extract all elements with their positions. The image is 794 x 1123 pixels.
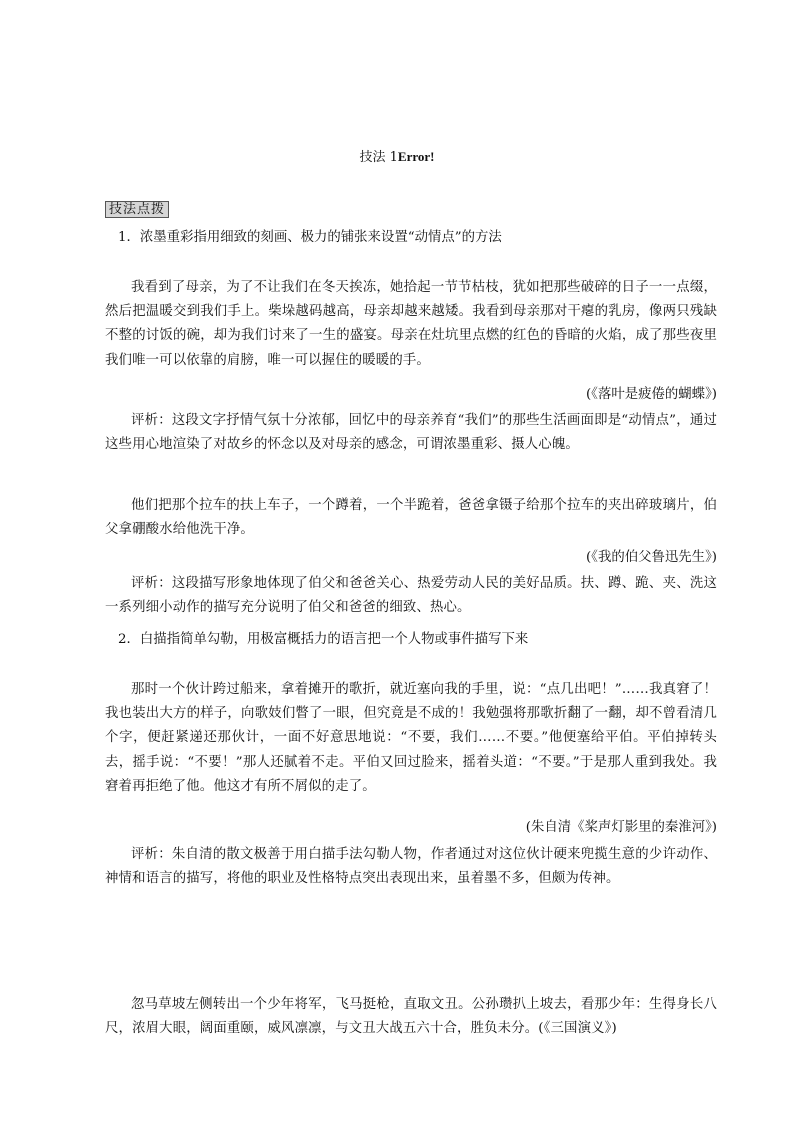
page-title: [0, 149, 794, 166]
title-error-text: Error!: [397, 149, 435, 164]
section-1-example-2-text: 他们把那个拉车的扶上车子，一个蹲着，一个半跪着，爸爸拿镊子给那个拉车的夹出碎玻璃片，伯父拿硼酸水给他洗干净。: [105, 498, 717, 538]
section-2-example-1-source: (朱自清《桨声灯影里的秦淮河》): [525, 820, 717, 835]
section-1-heading: 1．浓墨重彩指用细致的刻画、极力的铺张来设置“动情点”的方法: [118, 230, 502, 245]
section-2-example-1-comment: 评析：朱自清的散文极善于用白描手法勾勒人物，作者通过对这位伙计硬来兜揽生意的少许动作、神情和语言的描写，将他的职业及性格特点突出表现出来，虽着墨不多，但颇为传神。: [105, 847, 717, 887]
section-tag: 技法点拨: [105, 201, 169, 218]
section-1-example-1-source: (《落叶是疲倦的蝴蝶》): [586, 387, 717, 402]
section-1-example-2-source: (《我的伯父鲁迅先生》): [586, 550, 717, 565]
section-2-heading: 2．白描指简单勾勒，用极富概括力的语言把一个人物或事件描写下来: [118, 632, 529, 647]
section-1-example-1-comment: 评析：这段文字抒情气氛十分浓郁，回忆中的母亲养育“我们”的那些生活画面即是“动情点”，通过这些用心地渲染了对故乡的怀念以及对母亲的感念，可谓浓墨重彩、摄人心魄。: [105, 413, 717, 453]
title-prefix: 技法 1: [359, 150, 398, 165]
section-2-example-2-text: 忽马草坡左侧转出一个少年将军，飞马挺枪，直取文丑。公孙瓒扒上坡去，看那少年：生得身长八尺，浓眉大眼，阔面重颐，威风凛凛，与文丑大战五六十合，胜负未分。(《三国演义》): [105, 997, 717, 1037]
section-1-example-1-text: 我看到了母亲，为了不让我们在冬天挨冻，她拾起一节节枯枝，犹如把那些破碎的日子一一点缀，然后把温暖交到我们手上。柴垛越码越高，母亲却越来越矮。我看到母亲那对干瘪的乳房，像两只残缺不整的讨饭的碗，却为我们讨来了一生的盛宴。母亲在灶坑里点燃的红色的昏暗的火焰，成了那些夜里我们唯一可以依靠的肩膀，唯一可以握住的暖暖的手。: [105, 280, 717, 368]
section-1-example-2-comment: 评析：这段描写形象地体现了伯父和爸爸关心、热爱劳动人民的美好品质。扶、蹲、跪、夹、洗这一系列细小动作的描写充分说明了伯父和爸爸的细致、热心。: [105, 576, 717, 616]
section-2-example-1-text: 那时一个伙计跨过船来，拿着摊开的歌折，就近塞向我的手里，说：“点几出吧！”……我真窘了！我也装出大方的样子，向歌妓们瞥了一眼，但究竟是不成的！我勉强将那歌折翻了一翻，却不曾看清几个字，便赶紧递还那伙计，一面不好意思地说：“不要，我们……不要。”他便塞给平伯。平伯掉转头去，摇手说：“不要！”那人还腻着不走。平伯又回过脸来，摇着头道：“不要。”于是那人重到我处。我窘着再拒绝了他。他这才有所不屑似的走了。: [105, 682, 717, 794]
